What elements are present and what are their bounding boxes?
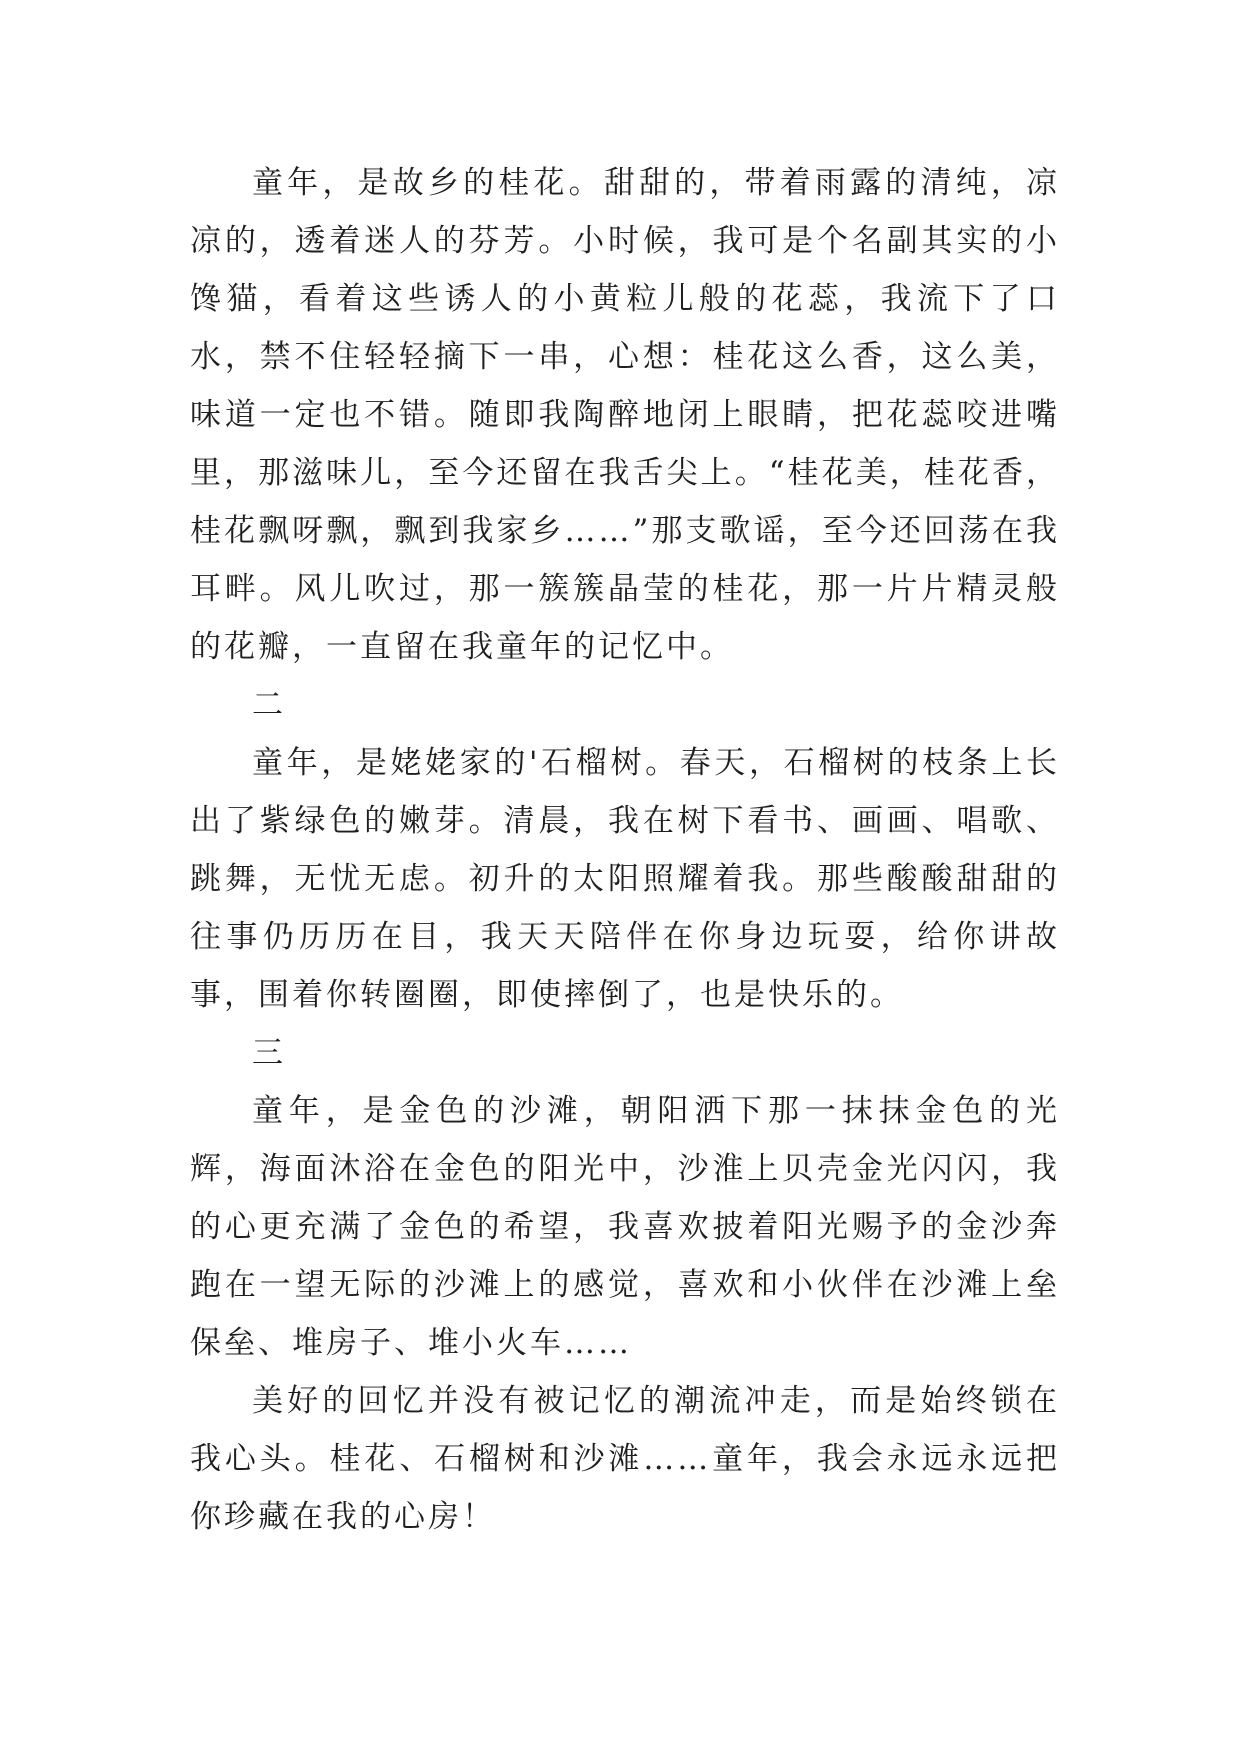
paragraph-pomegranate: 童年，是姥姥家的'石榴树。春天，石榴树的枝条上长出了紫绿色的嫩芽。清晨，我在树下看书、画画、唱歌、跳舞，无忧无虑。初升的太阳照耀着我。那些酸酸甜甜的往事仍历历在目，我天天陪伴在你身边玩耍，给你讲故事，围着你转圈圈，即使摔倒了，也是快乐的。 bbox=[190, 745, 1060, 1013]
section-number-three: 三 bbox=[252, 1035, 286, 1071]
paragraph-conclusion: 美好的回忆并没有被记忆的潮流冲走，而是始终锁在我心头。桂花、石榴树和沙滩……童年，我会永远永远把你珍藏在我的心房！ bbox=[190, 1383, 1060, 1535]
document-body bbox=[190, 154, 1060, 1546]
paragraph-osmanthus: 童年，是故乡的桂花。甜甜的，带着雨露的清纯，凉凉的，透着迷人的芬芳。小时候，我可是个名副其实的小馋猫，看着这些诱人的小黄粒儿般的花蕊，我流下了口水，禁不住轻轻摘下一串，心想：桂花这么香，这么美，味道一定也不错。随即我陶醉地闭上眼睛，把花蕊咬进嘴里，那滋味儿，至今还留在我舌尖上。“桂花美，桂花香，桂花飘呀飘，飘到我家乡……”那支歌谣，至今还回荡在我耳畔。风儿吹过，那一簇簇晶莹的桂花，那一片片精灵般的花瓣，一直留在我童年的记忆中。 bbox=[190, 165, 1060, 665]
paragraph-beach: 童年，是金色的沙滩，朝阳洒下那一抹抹金色的光辉，海面沐浴在金色的阳光中，沙淮上贝壳金光闪闪，我的心更充满了金色的希望，我喜欢披着阳光赐予的金沙奔跑在一望无际的沙滩上的感觉，喜欢和小伙伴在沙滩上垒保垒、堆房子、堆小火车…… bbox=[190, 1093, 1060, 1361]
section-number-two: 二 bbox=[252, 687, 286, 723]
